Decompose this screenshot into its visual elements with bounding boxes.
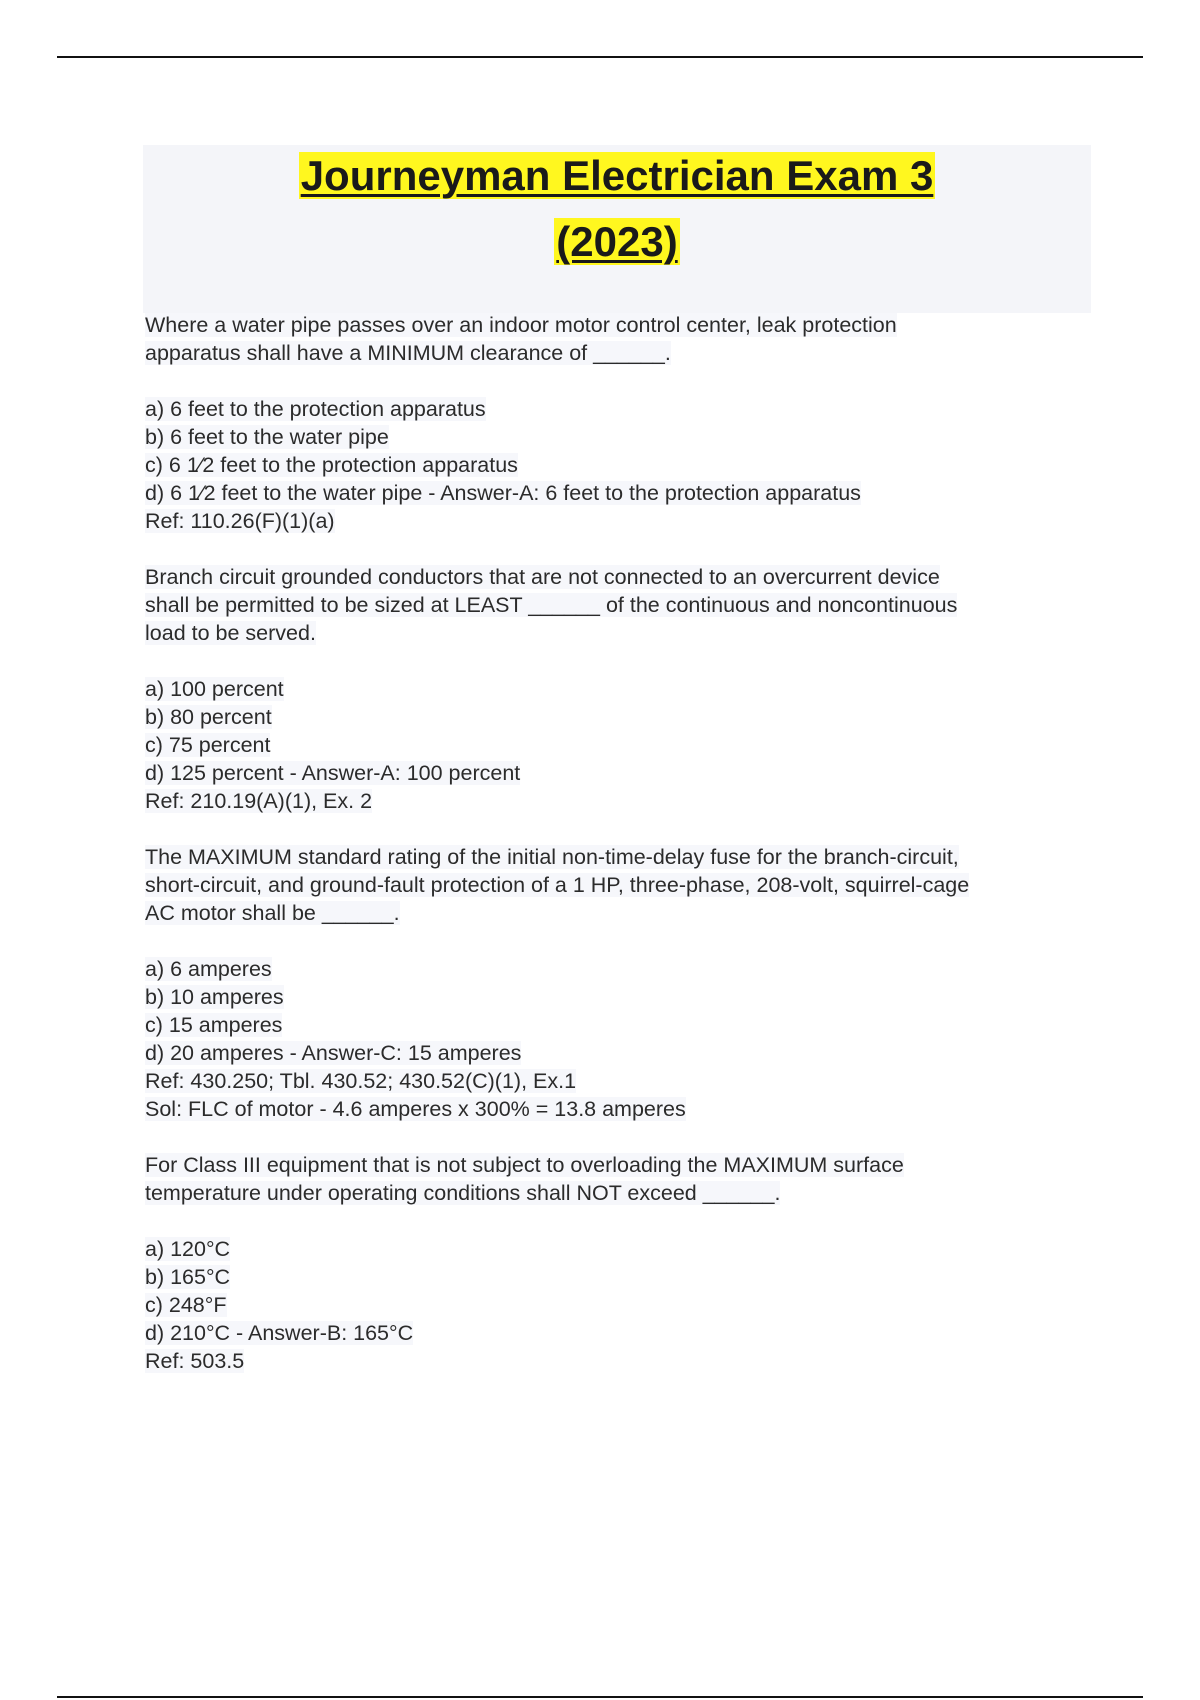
title-block: [143, 145, 1091, 313]
option-a: a) 6 amperes: [145, 957, 272, 981]
document-title-line-1: Journeyman Electrician Exam 3: [300, 152, 934, 199]
option-b: b) 165°C: [145, 1265, 231, 1289]
option-b: b) 80 percent: [145, 705, 272, 729]
reference: Ref: 430.250; Tbl. 430.52; 430.52(C)(1), Ex.1: [145, 1069, 577, 1093]
question-2: [145, 563, 1105, 815]
questions-list: [145, 311, 1105, 1403]
option-d-with-answer: d) 210°C - Answer-B: 165°C: [145, 1321, 414, 1345]
reference: Ref: 110.26(F)(1)(a): [145, 509, 335, 533]
option-a: a) 100 percent: [145, 677, 284, 701]
question-stem: [145, 843, 1105, 927]
top-rule: [57, 56, 1143, 58]
stem-line: The MAXIMUM standard rating of the initial non-time-delay fuse for the branch-circuit,: [145, 845, 959, 869]
question-stem: [145, 311, 1105, 367]
stem-line: shall be permitted to be sized at LEAST ______ of the continuous and noncontinuous: [145, 593, 958, 617]
reference: Ref: 503.5: [145, 1349, 245, 1373]
bottom-rule: [57, 1696, 1143, 1698]
stem-line: For Class III equipment that is not subject to overloading the MAXIMUM surface: [145, 1153, 904, 1177]
question-3: [145, 843, 1105, 1123]
option-c: c) 248°F: [145, 1293, 227, 1317]
solution: Sol: FLC of motor - 4.6 amperes x 300% = 13.8 amperes: [145, 1097, 686, 1121]
option-b: b) 10 amperes: [145, 985, 284, 1009]
stem-line: Where a water pipe passes over an indoor motor control center, leak protection: [145, 313, 897, 337]
stem-line: temperature under operating conditions shall NOT exceed ______.: [145, 1181, 781, 1205]
option-c: c) 6 1⁄2 feet to the protection apparatus: [145, 453, 518, 477]
stem-line: AC motor shall be ______.: [145, 901, 400, 925]
stem-line: Branch circuit grounded conductors that are not connected to an overcurrent device: [145, 565, 940, 589]
question-4: [145, 1151, 1105, 1375]
stem-line: apparatus shall have a MINIMUM clearance of ______.: [145, 341, 671, 365]
option-d-with-answer: d) 6 1⁄2 feet to the water pipe - Answer-A: 6 feet to the protection apparatus: [145, 481, 861, 505]
stem-line: short-circuit, and ground-fault protection of a 1 HP, three-phase, 208-volt, squirrel-cage: [145, 873, 970, 897]
option-d-with-answer: d) 20 amperes - Answer-C: 15 amperes: [145, 1041, 522, 1065]
option-c: c) 15 amperes: [145, 1013, 283, 1037]
reference: Ref: 210.19(A)(1), Ex. 2: [145, 789, 373, 813]
option-d-with-answer: d) 125 percent - Answer-A: 100 percent: [145, 761, 521, 785]
option-c: c) 75 percent: [145, 733, 271, 757]
question-stem: [145, 563, 1105, 647]
option-a: a) 120°C: [145, 1237, 231, 1261]
document-title-line-2: (2023): [556, 218, 678, 265]
option-b: b) 6 feet to the water pipe: [145, 425, 389, 449]
option-a: a) 6 feet to the protection apparatus: [145, 397, 486, 421]
question-1: [145, 311, 1105, 535]
question-stem: [145, 1151, 1105, 1207]
stem-line: load to be served.: [145, 621, 316, 645]
